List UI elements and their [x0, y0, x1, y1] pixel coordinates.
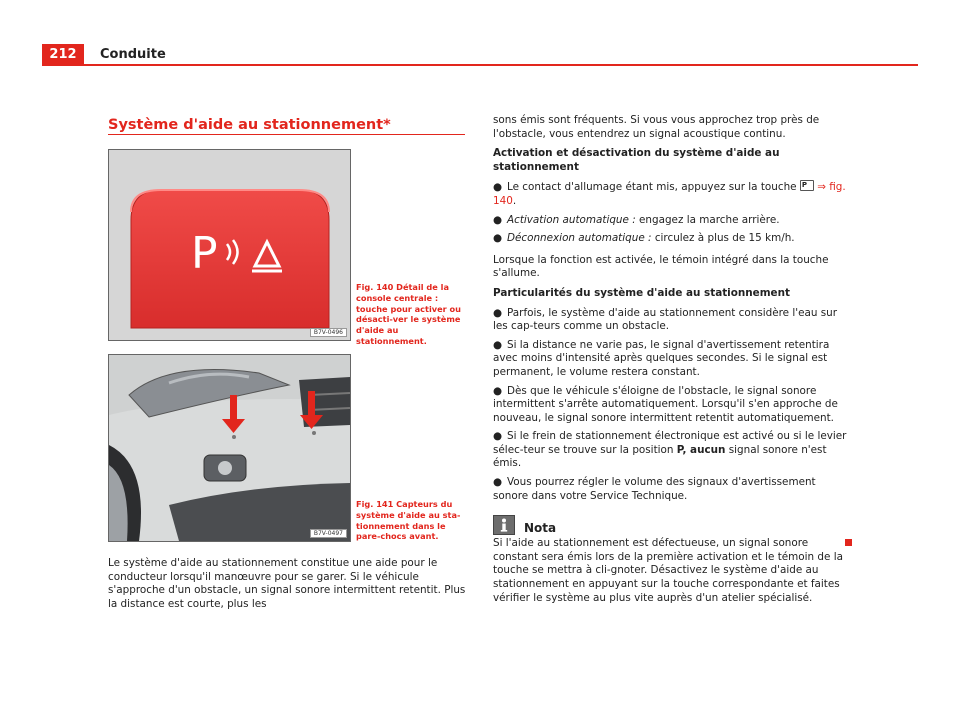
front-bumper-illustration [109, 355, 350, 541]
list-item: ● Parfois, le système d'aide au stationnement considère l'eau sur les cap-teurs comme un obstacle. [493, 306, 838, 333]
bullet-icon: ● [493, 306, 503, 319]
header-rule [84, 64, 918, 66]
list-item: ● Si la distance ne varie pas, le signal d'avertissement retentira avec moins d'intensité après quelques secondes. Si le signal est permanent, le volume restera constant. [493, 338, 830, 378]
bullet-icon: ● [493, 476, 503, 489]
figure-code: B7V-0497 [310, 529, 347, 538]
bullet-icon: ● [493, 181, 503, 194]
list-item: ● Si le frein de stationnement électronique est activé ou si le levier sélec-teur se trouve sur la position P, aucun signal sonore n'est émis. [493, 430, 847, 470]
section-title: Système d'aide au stationnement* [108, 117, 391, 133]
nota-header [493, 515, 853, 535]
park-assist-key-icon: P [800, 180, 814, 191]
activation-heading: Activation et désactivation du système d'aide au stationnement [493, 147, 780, 173]
info-icon [493, 515, 515, 535]
bullet-icon: ● [493, 338, 503, 351]
nota-text: Si l'aide au stationnement est défectueuse, un signal sonore constant sera émis lors de la première activation et le témoin de la touche se mettra à cli-gnoter. Désactivez le système d'aide au stationnement en appuyant sur la touche correspondante et faites vérifier le système au plus vite auprès d'un atelier spécialisé. [493, 537, 843, 604]
activation-note: Lorsque la fonction est activée, le témoin intégré dans la touche s'allume. [493, 253, 829, 280]
figure-141-caption: Fig. 141 Capteurs du système d'aide au sta-tionnement dans le pare-chocs avant. [356, 499, 461, 542]
figure-141-bumper-sensors [108, 354, 351, 542]
list-item: ● Le contact d'allumage étant mis, appuyez sur la touche P ⇒ fig. 140. [493, 181, 846, 207]
features-heading: Particularités du système d'aide au stationnement [493, 286, 790, 299]
list-item: ● Activation automatique : engagez la marche arrière. [493, 213, 780, 226]
intro-continued: sons émis sont fréquents. Si vous vous approchez trop près de l'obstacle, vous entendrez un signal acoustique continu. [493, 114, 820, 140]
bullet-icon: ● [493, 430, 503, 443]
right-column [493, 114, 853, 611]
figure-code: B7V-0496 [310, 328, 347, 337]
svg-text:P: P [191, 228, 218, 279]
section-end-marker [845, 539, 852, 546]
figure-140-console-button [108, 149, 351, 341]
bullet-icon: ● [493, 384, 503, 397]
figure-140-caption: Fig. 140 Détail de la console centrale : touche pour activer ou désacti-ver le système d'aide au stationnement. [356, 282, 461, 346]
figure-reference-link[interactable]: ⇒ fig. 140 [493, 181, 846, 207]
parking-button-illustration [109, 150, 350, 340]
section-rule [108, 134, 465, 135]
page-number: 212 [42, 44, 84, 66]
bullet-icon: ● [493, 213, 503, 226]
nota-title: Nota [524, 521, 557, 536]
bullet-icon: ● [493, 232, 503, 245]
intro-paragraph: Le système d'aide au stationnement constitue une aide pour le conducteur lorsqu'il manœuvre pour se garer. Si le véhicule s'approche d'un obstacle, un signal sonore intermittent retentit. Plus la distance est courte, plus les [108, 557, 466, 610]
list-item: ● Dès que le véhicule s'éloigne de l'obstacle, le signal sonore intermittent s'arrête automatiquement. Lorsqu'il s'en approche de nouveau, le signal sonore intermittent retentit automatiquement. [493, 384, 838, 424]
chapter-title: Conduite [100, 47, 166, 62]
list-item: ● Déconnexion automatique : circulez à plus de 15 km/h. [493, 232, 795, 245]
list-item: ● Vous pourrez régler le volume des signaux d'avertissement sonore dans votre Service Technique. [493, 476, 816, 502]
